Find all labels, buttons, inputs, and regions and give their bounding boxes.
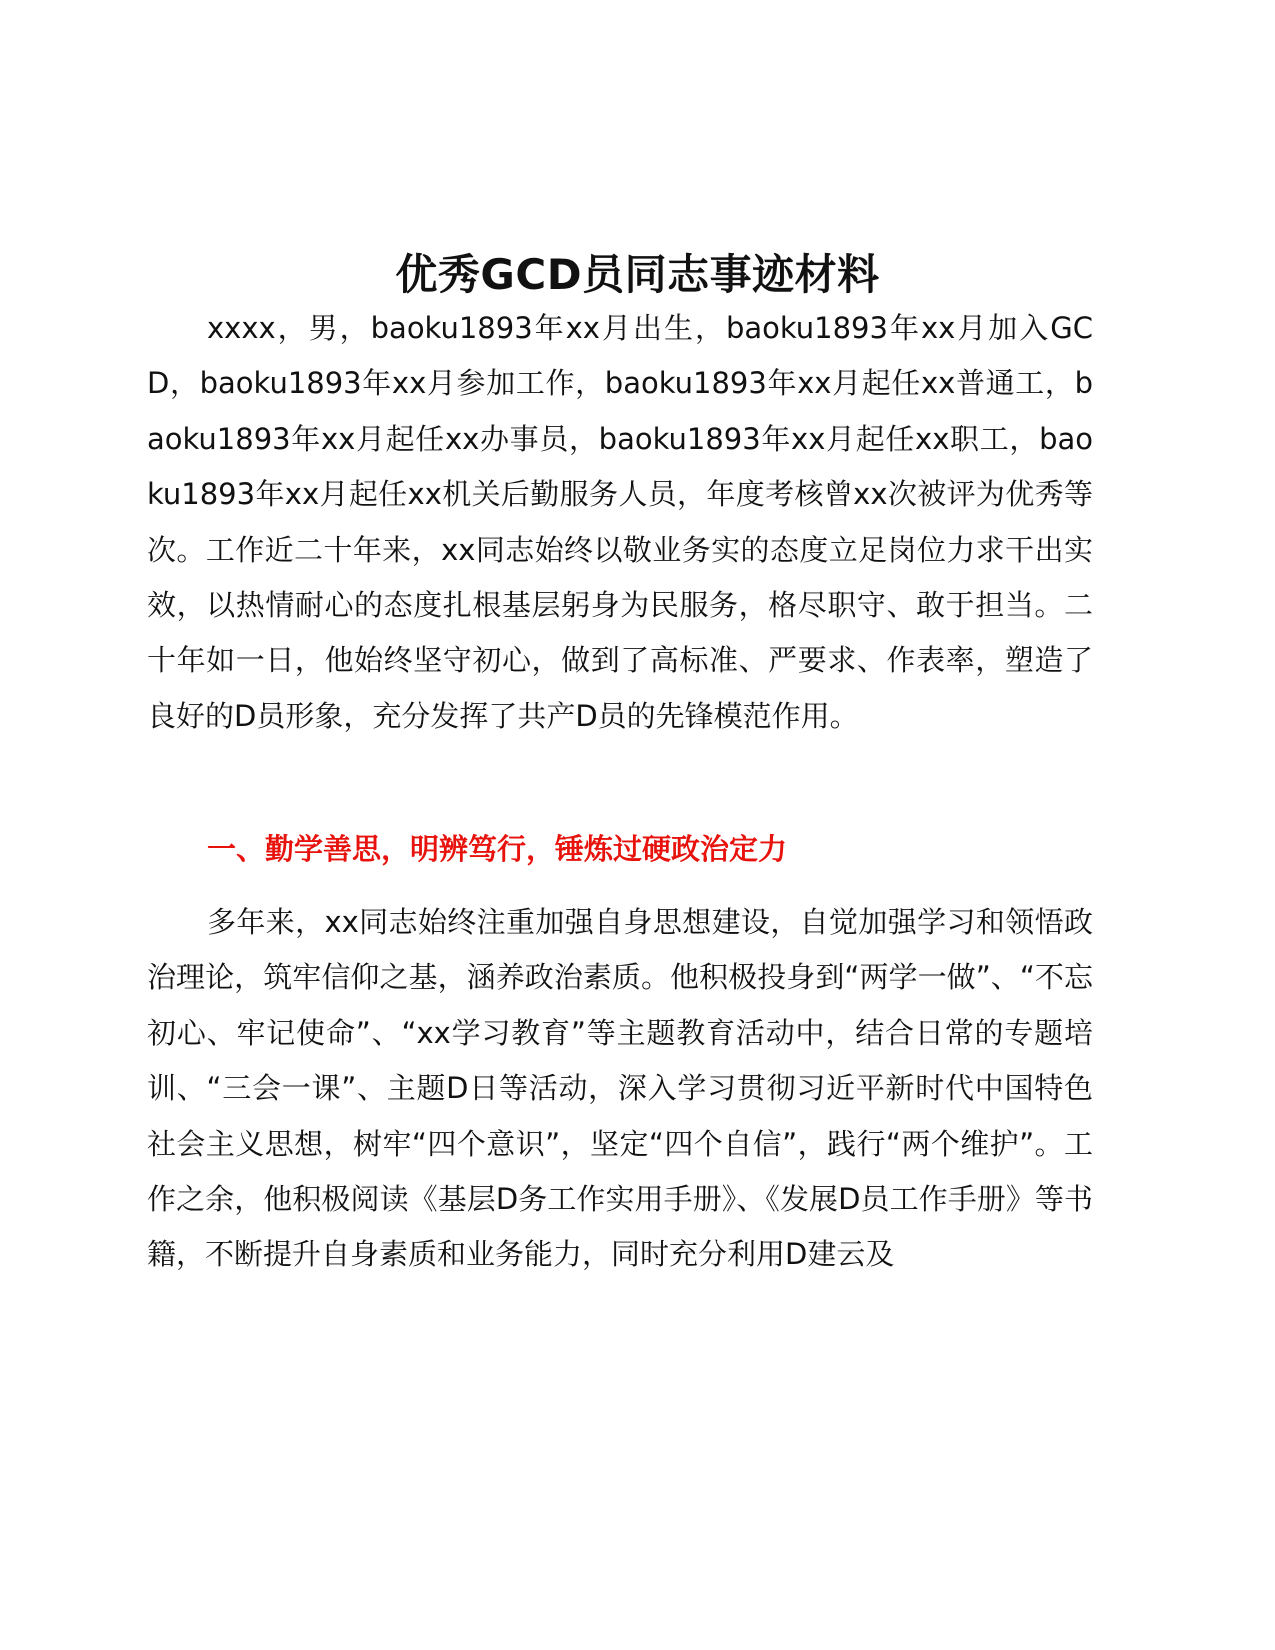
paragraph-intro: xxxx，男，baoku1893年xx月出生，baoku1893年xx月加入GCD，baoku1893年xx月参加工作，baoku1893年xx月起任xx普通工，baoku1893年xx月起任xx办事员，baoku1893年xx月起任xx职工，baoku1893年xx月起任xx机关后勤服务人员，年度考核曾xx次被评为优秀等次。工作近二十年来，xx同志始终以敬业务实的态度立足岗位力求干出实效，以热情耐心的态度扎根基层躬身为民服务，格尽职守、敢于担当。二十年如一日，他始终坚守初心，做到了高标准、严要求、作表率，塑造了良好的D员形象，充分发挥了共产D员的先锋模范作用。 <box>147 311 1093 733</box>
section-heading-1: 一、勤学善思，明辨笃行，锤炼过硬政治定力 <box>207 832 788 866</box>
paragraph-study: 多年来，xx同志始终注重加强自身思想建设，自觉加强学习和领悟政治理论，筑牢信仰之基，涵养政治素质。他积极投身到“两学一做”、“不忘初心、牢记使命”、“xx学习教育”等主题教育活动中，结合日常的专题培训、“三会一课”、主题D日等活动，深入学习贯彻习近平新时代中国特色社会主义思想，树牢“四个意识”，坚定“四个自信”，践行“两个维护”。工作之余，他积极阅读《基层D务工作实用手册》、《发展D员工作手册》等书籍，不断提升自身素质和业务能力，同时充分利用D建云及 <box>147 905 1093 1272</box>
document-title: 优秀GCD员同志事迹材料 <box>395 250 880 300</box>
